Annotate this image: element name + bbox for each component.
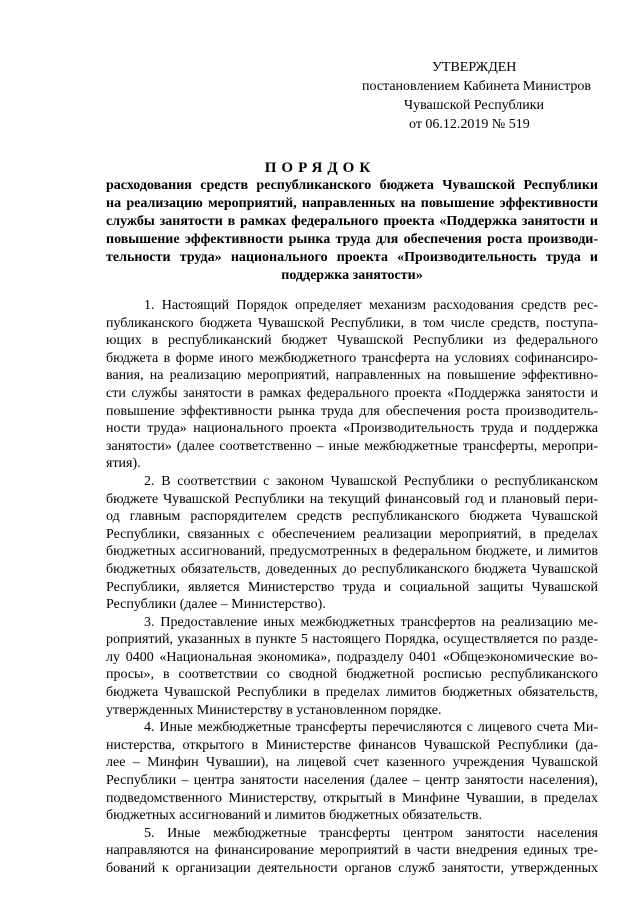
approval-stamp — [362, 58, 602, 134]
subtitle-line: службы занятости в рамках федерального проекта «Поддержка занятости и — [106, 214, 598, 229]
paragraph-2-line: бюджете Чувашской Республики на текущий финансовый год и плановый пери- — [106, 491, 598, 507]
paragraph-4-line: нистерства, открытого в Министерстве финансов Чувашской Республики (да- — [106, 737, 598, 753]
paragraph-1-line: ятия). — [106, 456, 141, 472]
paragraph-3-line: бюджета Чувашской Республики в пределах лимитов бюджетных обязательств, — [106, 685, 598, 701]
paragraph-1-line: ности труда» национального проекта «Производительность труда и поддержка — [106, 421, 598, 437]
paragraph-1-line: бюджета в форме иного межбюджетного трансферта на условиях софинансиро- — [106, 350, 598, 366]
paragraph-3-line: утвержденных Министерству в установленном порядке. — [106, 702, 442, 718]
paragraph-2-line: 2. В соответствии с законом Чувашской Республики о республиканском — [144, 473, 598, 489]
document-subtitle — [106, 177, 598, 285]
paragraph-3-line: 3. Предоставление иных межбюджетных трансфертов на реализацию ме- — [144, 614, 598, 630]
document-body — [106, 297, 598, 878]
paragraph-1-line: вания, на реализацию мероприятий, направленных на повышение эффективно- — [106, 368, 598, 384]
approval-date-number: от 06.12.2019 № 519 — [409, 117, 530, 132]
document-title: ПОРЯДОК — [264, 160, 376, 176]
paragraph-1-line: 1. Настоящий Порядок определяет механизм расходования средств рес- — [144, 298, 598, 313]
paragraph-1-line: сти службы занятости в рамках федерального проекта «Поддержка занятости и — [106, 385, 598, 401]
paragraph-5-line: 5. Иные межбюджетные трансферты центром занятости населения — [144, 825, 598, 841]
paragraph-2-line: од главным распорядителем средств республиканского бюджета Чувашской — [106, 509, 598, 525]
paragraph-2-line: Республики (далее – Министерство). — [106, 597, 326, 613]
approval-heading: УТВЕРЖДЕН — [432, 60, 517, 75]
approval-republic-line: Чувашской Республики — [404, 98, 545, 113]
subtitle-line: поддержка занятости» — [281, 268, 423, 283]
paragraph-3-line: роприятий, указанных в пункте 5 настоящего Порядка, осуществляется по разде- — [106, 632, 598, 648]
paragraph-1-line: занятости» (далее соответственно – иные межбюджетные трансферты, меропри- — [106, 438, 598, 454]
subtitle-line: повышение эффективности рынка труда для обеспечения роста производи- — [106, 232, 598, 247]
paragraph-1-line: ющих в республиканский бюджет Чувашской Республики из федерального — [106, 333, 598, 349]
paragraph-4-line: бюджетных ассигнований и лимитов бюджетных обязательств. — [106, 808, 483, 824]
paragraph-1-line: публиканского бюджета Чувашской Республики, в том числе средств, поступа- — [106, 315, 598, 331]
paragraph-4-line: лее – Минфин Чувашии), на лицевой счет казенного учреждения Чувашской — [106, 755, 598, 771]
paragraph-3-line: просы», в соответствии со сводной бюджетной росписью республиканского — [106, 667, 598, 683]
paragraph-4-line: Республики – центра занятости населения (далее – центр занятости населения), — [106, 773, 598, 789]
paragraph-2-line: бюджетных ассигнований, предусмотренных в федеральном бюджете, и лимитов — [106, 544, 598, 560]
paragraph-2-line: Республики, является Министерство труда и социальной защиты Чувашской — [106, 579, 598, 595]
paragraph-4-line: 4. Иные межбюджетные трансферты перечисляются с лицевого счета Ми- — [144, 720, 598, 736]
paragraph-1-line: повышение эффективности рынка труда для обеспечения роста производитель- — [106, 403, 598, 419]
subtitle-line: расходования средств республиканского бюджета Чувашской Республики — [106, 178, 598, 193]
approval-decree-line: постановлением Кабинета Министров — [362, 79, 591, 94]
paragraph-3-line: лу 0400 «Национальная экономика», подразделу 0401 «Общеэкономические во- — [106, 649, 598, 665]
subtitle-line: тельности труда» национального проекта «Производительность труда и — [106, 250, 598, 265]
paragraph-5-line: направляются на финансирование мероприятий в части внедрения единых тре- — [106, 843, 598, 859]
paragraph-2-line: бюджетных обязательств, доведенных до республиканского бюджета Чувашской — [106, 561, 598, 577]
paragraph-4-line: подведомственного Министерству, открытый в Минфине Чувашии, в пределах — [106, 790, 598, 806]
paragraph-5-line: бований к организации деятельности органов служб занятости, утвержденных — [106, 861, 598, 876]
subtitle-line: на реализацию мероприятий, направленных на повышение эффективности — [106, 196, 598, 211]
paragraph-2-line: Республики, связанных с обеспечением реализации мероприятий, в пределах — [106, 526, 598, 542]
